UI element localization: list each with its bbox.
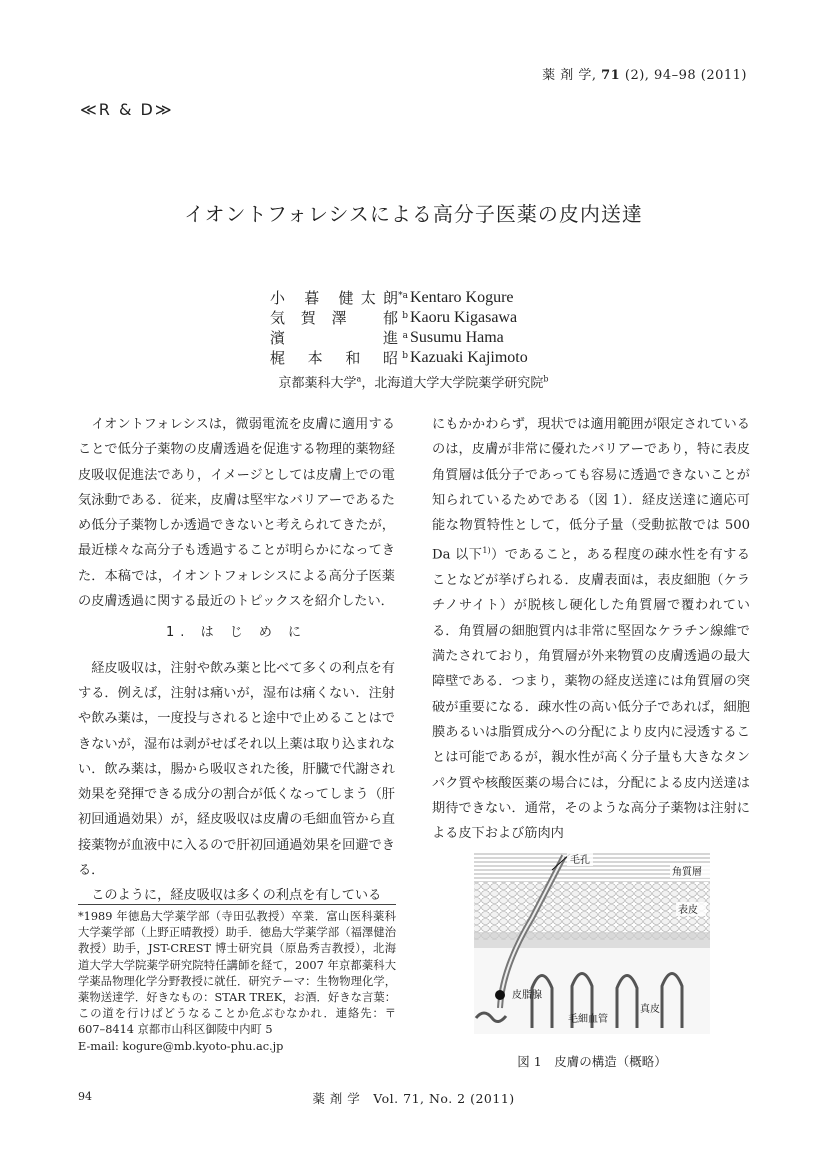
author-name-ja: 梶 本 和 昭 b <box>270 348 410 368</box>
label-pore: 毛孔 <box>570 855 590 866</box>
body-paragraph: 経皮吸収は，注射や飲み薬と比べて多くの利点を有する．例えば，注射は痛いが，湿布は痛くない．注射や飲み薬は，一度投与されると途中で止めることはできないが，湿布は剥がせばそれ以上薬は取り込まれない．飲み薬は，腸から吸収された後，肝臓で代謝され効果を発揮できる成分の割合が低くなってしまう（肝初回通過効果）が，経皮吸収は皮膚の毛細血管から直接薬物が血液中に入るので肝初回通過効果を回避できる． <box>78 660 395 879</box>
author-name-en: Kentaro Kogure <box>410 289 514 306</box>
reference-mark[interactable]: 1) <box>482 546 491 556</box>
author-name-ja: 濱 進 a <box>270 328 410 348</box>
journal-volume: 71 <box>601 68 621 83</box>
section-tag: ≪R & D≫ <box>80 100 174 119</box>
author-name-en: Kaoru Kigasawa <box>410 309 518 326</box>
author-name-en: Susumu Hama <box>410 329 504 346</box>
footer-journal: 薬 剤 学 Vol. 71, No. 2 (2011) <box>312 1091 515 1106</box>
footnote-email[interactable]: E-mail: kogure@mb.kyoto-phu.ac.jp <box>78 1039 284 1053</box>
footnote-text: *1989 年徳島大学薬学部（寺田弘教授）卒業．富山医科薬科大学薬学部（上野正晴教授）助手．徳島大学薬学部（福澤健治教授）助手，JST-CREST 博士研究員（原島秀吉教授），北海道大学大学院薬学研究院特任講師を経て，2007 年京都薬科大学薬品物理化学分野教授に就任．研究テーマ：生物物理化学，薬物送達学．好きなもの：STAR TREK，お酒．好きな言葉：この道を行けばどうなることか危ぶむなかれ．連絡先：〒607–8414 京都市山科区御陵中内町 5 <box>78 910 396 1037</box>
label-stratum-corneum: 角質層 <box>672 867 702 878</box>
footnote-divider <box>78 904 396 905</box>
body-column-left <box>78 412 395 909</box>
author-list <box>270 288 528 368</box>
author-name-ja: 気賀澤 郁 b <box>270 308 410 328</box>
abstract-paragraph: イオントフォレシスは，微弱電流を皮膚に適用することで低分子薬物の皮膚透過を促進する物理的薬物経皮吸収促進法であり，イメージとしては皮膚上での電気泳動である．従来，皮膚は堅牢なバリアーであるため低分子薬物しか透過できないと考えられてきたが，最近様々な高分子も透過することが明らかになってきた．本稿では，イオントフォレシスによる高分子医薬の皮膚透過に関する最近のトピックスを紹介したい． <box>78 417 395 610</box>
affiliation: 京都薬科大学$^a$，北海道大学大学院薬学研究院$^b$ <box>278 374 549 391</box>
basal-layer <box>474 932 710 948</box>
page-number: 94 <box>78 1090 92 1103</box>
skin-structure-figure <box>472 848 712 1038</box>
body-column-right <box>432 412 750 846</box>
author-mark: b <box>402 351 408 361</box>
label-dermis: 真皮 <box>640 1004 660 1015</box>
epidermis-layer <box>474 882 710 940</box>
sebaceous-gland-dot <box>495 990 505 1000</box>
skin-diagram <box>472 848 712 1038</box>
label-epidermis: 表皮 <box>678 905 698 916</box>
author-name-ja: 小 暮 健太朗 *a <box>270 288 410 308</box>
author-mark: a <box>402 331 408 341</box>
author-row <box>270 308 528 328</box>
author-name-en: Kazuaki Kajimoto <box>410 349 528 366</box>
section-heading: 1. は じ め に <box>166 625 307 641</box>
journal-header <box>542 64 747 83</box>
author-row <box>270 328 528 348</box>
label-capillary: 毛細血管 <box>568 1014 608 1025</box>
label-sebaceous-gland: 皮脂腺 <box>512 990 542 1001</box>
author-mark: *a <box>398 291 408 301</box>
article-title: イオントフォレシスによる高分子医薬の皮内送達 <box>184 202 643 226</box>
figure-caption: 図 1 皮膚の構造（概略） <box>517 1054 667 1069</box>
author-row <box>270 348 528 368</box>
body-paragraph: このように，経皮吸収は多くの利点を有している <box>91 888 382 904</box>
author-mark: b <box>402 311 408 321</box>
journal-issue-pages: (2), 94–98 (2011) <box>620 68 747 83</box>
journal-name: 薬 剤 学, <box>542 68 602 83</box>
author-row <box>270 288 528 308</box>
author-footnote <box>78 909 396 1055</box>
body-paragraph: にもかかわらず，現状では適用範囲が限定されているのは，皮膚が非常に優れたバリアーであり，特に表皮角質層は低分子であっても容易に透過できないことが知られているためである（図 1）．経皮送達に適応可能な物質特性として，低分子量（受動拡散では 500 Da 以下$^{1)}$）であること，ある程度の疎水性を有することなどが挙げられる．皮膚表面は，表皮細胞（ケラチノサイト）が脱核し硬化した角質層で覆われている．角質層の細胞質内は非常に堅固なケラチン線維で満たされており，角質層が外来物質の皮膚透過の最大障壁である．つまり，薬物の経皮送達には角質層の突破が重要になる．疎水性の高い低分子であれば，細胞膜あるいは脂質成分への分配により皮内に浸透することは可能であるが，親水性が高く分子量も大きなタンパク質や核酸医薬の場合には，分配による皮内送達は期待できない．通常，そのような高分子薬物は注射による皮下および筋肉内 <box>432 417 750 842</box>
